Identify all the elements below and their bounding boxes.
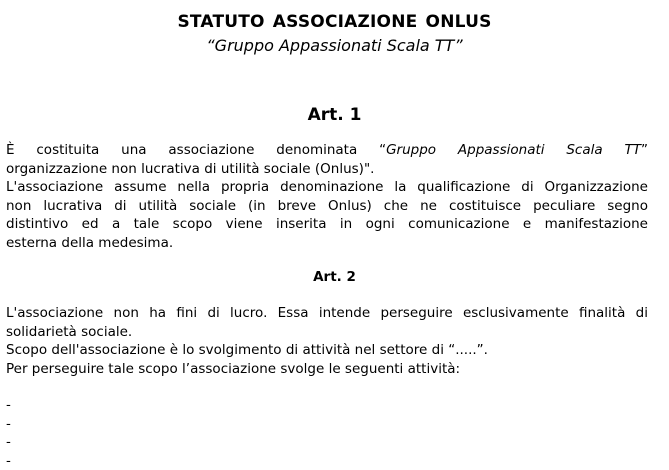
- article-2-heading: Art. 2: [0, 269, 669, 285]
- article-1-line-3: L'associazione assume nella propria denominazione la qualificazione di Organizzazione: [6, 178, 648, 197]
- activity-item: -: [6, 396, 648, 415]
- article-2-line-3: Scopo dell'associazione è lo svolgimento di attività nel settore di “.....”.: [6, 341, 648, 360]
- article-1-line-4: non lucrativa di utilità sociale (in breve Onlus) che ne costituisce peculiare segno: [6, 197, 648, 216]
- article-1-line-1: [6, 141, 648, 160]
- article-1-heading: Art. 1: [0, 105, 669, 125]
- article-1-line-6: esterna della medesima.: [6, 234, 648, 253]
- article-2-line-1: L'associazione non ha fini di lucro. Essa intende perseguire esclusivamente finalità di: [6, 304, 648, 323]
- article-1-line-1-pre: È costituita una associazione denominata “: [6, 142, 386, 158]
- article-1-line-2: organizzazione non lucrativa di utilità sociale (Onlus)".: [6, 160, 648, 179]
- article-1-line-5: distintivo ed a tale scopo viene inserita in ogni comunicazione e manifestazione: [6, 215, 648, 234]
- article-1-body: [6, 141, 648, 252]
- article-2-line-2: solidarietà sociale.: [6, 323, 648, 342]
- activity-item: -: [6, 433, 648, 452]
- activities-list: [6, 396, 648, 470]
- activity-item: -: [6, 452, 648, 470]
- article-2-line-4: Per perseguire tale scopo l’associazione svolge le seguenti attività:: [6, 360, 648, 379]
- article-1-line-1-post: ”: [641, 142, 648, 158]
- document-subtitle: “Gruppo Appassionati Scala TT”: [0, 36, 669, 55]
- article-2-body: [6, 304, 648, 378]
- association-name: Gruppo Appassionati Scala TT: [386, 142, 641, 158]
- activity-item: -: [6, 415, 648, 434]
- document-title: STATUTO ASSOCIAZIONE ONLUS: [0, 12, 669, 32]
